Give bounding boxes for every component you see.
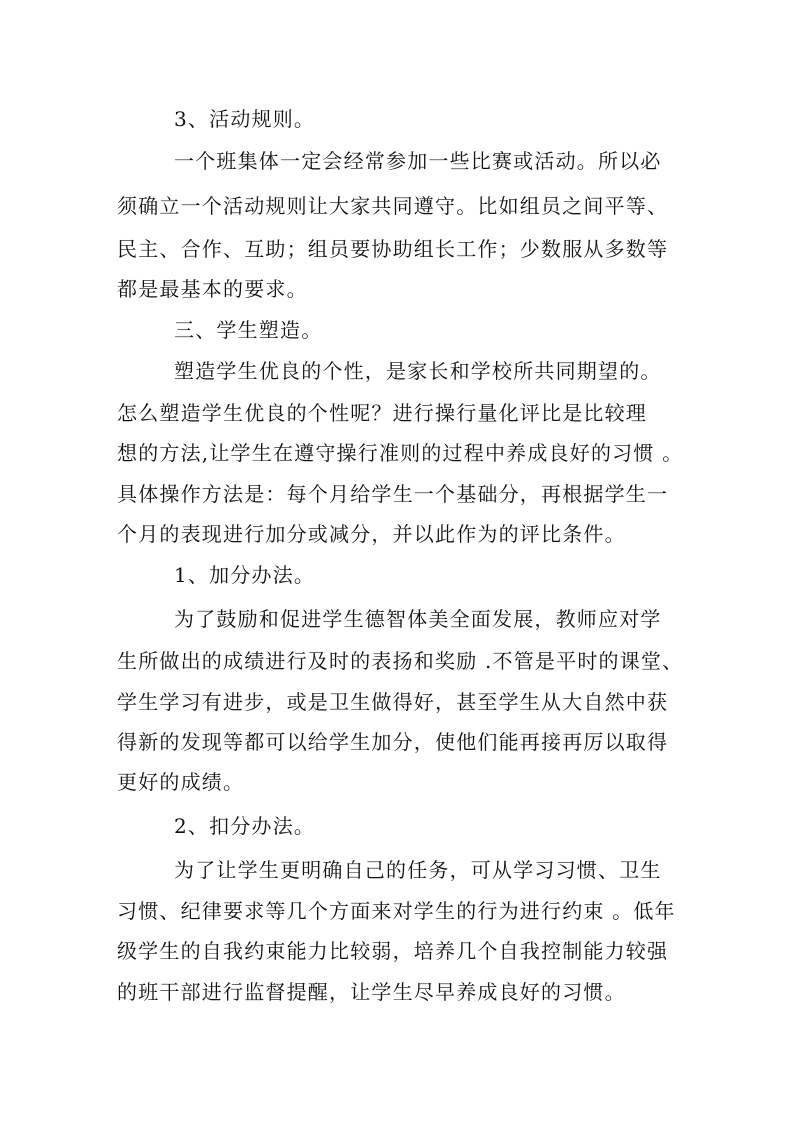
section-heading: 三、学生塑造。 — [174, 318, 323, 342]
text-line: 为了鼓励和促进学生德智体美全面发展，教师应对学 — [174, 607, 662, 631]
text-line: 怎么塑造学生优良的个性呢？进行操行量化评比是比较理 — [117, 401, 647, 425]
text-line: 须确立一个活动规则让大家共同遵守。比如组员之间平等、 — [117, 194, 669, 218]
text-line: 个月的表现进行加分或减分，并以此作为的评比条件。 — [117, 522, 626, 546]
text-line: 具体操作方法是：每个月给学生一个基础分，再根据学生一 — [117, 482, 669, 506]
text-line: 想的方法,让学生在遵守操行准则的过程中养成良好的习惯 。 — [117, 441, 684, 465]
subsection-heading: 2、扣分办法。 — [174, 814, 316, 838]
text-line: 民主、合作、互助；组员要协助组长工作；少数服从多数等 — [117, 237, 669, 261]
text-line: 生所做出的成绩进行及时的表扬和奖励 .不管是平时的课堂、 — [117, 649, 684, 673]
text-line: 更好的成绩。 — [117, 770, 245, 794]
text-line: 习惯、纪律要求等几个方面来对学生的行为进行约束 。低年 — [117, 899, 676, 923]
text-line: 都是最基本的要求。 — [117, 277, 308, 301]
text-line: 一个班集体一定会经常参加一些比赛或活动。所以必 — [174, 149, 662, 173]
text-line: 塑造学生优良的个性，是家长和学校所共同期望的。 — [174, 359, 662, 383]
text-line: 学生学习有进步，或是卫生做得好，甚至学生从大自然中获 — [117, 690, 669, 714]
text-line: 的班干部进行监督提醒，让学生尽早养成良好的习惯。 — [117, 980, 626, 1004]
text-line: 级学生的自我约束能力比较弱，培养几个自我控制能力较强 — [117, 939, 669, 963]
subsection-heading: 1、加分办法。 — [174, 563, 316, 587]
text-line: 为了让学生更明确自己的任务，可从学习习惯、卫生 — [174, 858, 662, 882]
text-line: 得新的发现等都可以给学生加分，使他们能再接再厉以取得 — [117, 730, 669, 754]
text-line: 3、活动规则。 — [174, 107, 316, 131]
